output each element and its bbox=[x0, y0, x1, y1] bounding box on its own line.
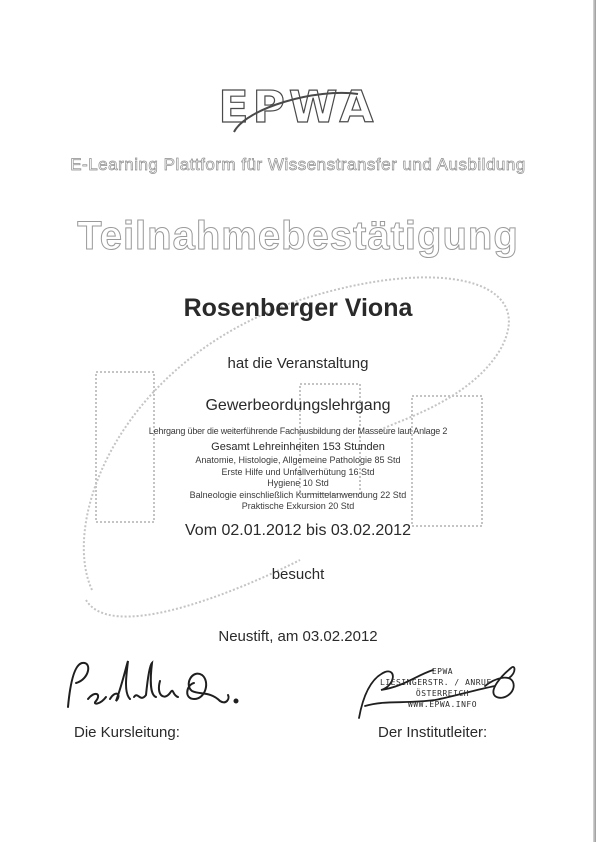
intro-text: hat die Veranstaltung bbox=[227, 355, 369, 372]
institute-head-label: Der Institutleiter: bbox=[378, 724, 488, 741]
stamp-line: WWW.EPWA.INFO bbox=[407, 700, 478, 709]
module-list bbox=[0, 455, 596, 513]
stamp-line: EPWA bbox=[431, 667, 454, 676]
course-leader-signature bbox=[60, 655, 250, 715]
course-name: Gewerbeordungslehrgang bbox=[205, 397, 391, 414]
module-item: Balneologie einschließlich Kurmittelanwendung 22 Std bbox=[189, 489, 407, 500]
module-item: Anatomie, Histologie, Allgemeine Pathologie 85 Std bbox=[195, 455, 401, 465]
stamp-line: ÖSTERREICH bbox=[415, 689, 470, 698]
date-range: Vom 02.01.2012 bis 03.02.2012 bbox=[185, 522, 411, 539]
institute-stamp bbox=[380, 666, 505, 710]
logo-swoosh-icon bbox=[226, 80, 366, 140]
module-item: Erste Hilfe und Unfallverhütung 16 Std bbox=[221, 466, 375, 477]
visited-text: besucht bbox=[271, 566, 325, 583]
module-item: Praktische Exkursion 20 Std bbox=[241, 501, 355, 512]
participant-name: Rosenberger Viona bbox=[183, 294, 413, 322]
place-date: Neustift, am 03.02.2012 bbox=[218, 628, 378, 645]
module-item: Hygiene 10 Std bbox=[267, 478, 329, 489]
stamp-line: LIESINGERSTR. / ANRUF bbox=[380, 678, 492, 687]
logo-text: EPWA bbox=[218, 82, 378, 133]
tagline: E-Learning Plattform für Wissenstransfer und Ausbildung bbox=[70, 155, 526, 174]
course-leader-label: Die Kursleitung: bbox=[74, 724, 180, 741]
document-title: Teilnahmebestätigung bbox=[77, 214, 519, 258]
course-description: Lehrgang über die weiterführende Fachausbildung der Masseure laut Anlage 2 bbox=[148, 426, 448, 436]
total-hours: Gesamt Lehreinheiten 153 Stunden bbox=[211, 441, 385, 453]
